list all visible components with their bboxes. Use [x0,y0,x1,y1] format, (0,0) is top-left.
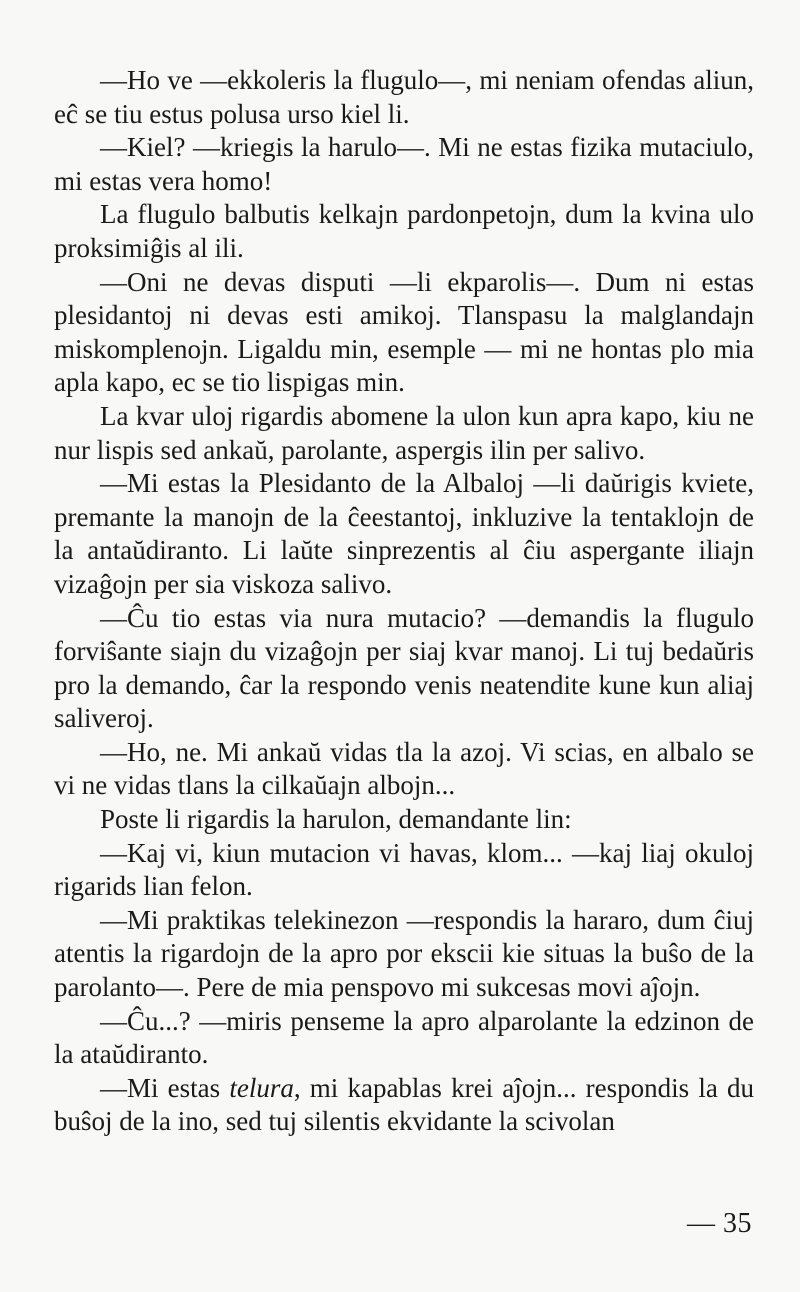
paragraph: —Kiel? —kriegis la harulo—. Mi ne estas fizika mutaciulo, mi estas vera homo! [54,132,754,196]
paragraph: —Ĉu tio estas via nura mutacio? —demandis la flugulo forviŝante siajn du vizaĝojn per siaj kvar manoj. Li tuj bedaŭris pro la demando, ĉar la respondo venis neatendite kune kun aliaj saliveroj. [54,602,754,734]
paragraph: —Ho, ne. Mi ankaŭ vidas tla la azoj. Vi scias, en albalo se vi ne vidas tlans la cilkaŭajn albojn... [54,736,754,801]
paragraph: —Ho ve —ekkoleris la flugulo—, mi neniam ofendas aliun, eĉ se tiu estus polusa urso kiel li. [54,65,754,129]
paragraph: —Oni ne devas disputi —li ekparolis—. Dum ni estas plesidantoj ni devas esti amikoj. Tlanspasu la malglandajn miskomplenojn. Ligaldu min, esemple — mi ne hontas plo mia apla kapo, ec se tio lispigas min. [54,266,754,398]
paragraph: —Ĉu...? —miris penseme la apro alparolante la edzinon de la ataŭdiranto. [54,1005,754,1070]
paragraph: —Kaj vi, kiun mutacion vi havas, klom... —kaj liaj okuloj rigarids lian felon. [54,837,754,902]
paragraph: —Mi estas la Plesidanto de la Albaloj —li daŭrigis kviete, premante la manojn de la ĉeestantoj, inkluzive la tentaklojn de la antaŭdiranto. Li laŭte sinprezentis al ĉiu aspergante iliajn vizaĝojn per sia viskoza salivo. [54,468,754,599]
paragraph: La kvar uloj rigardis abomene la ulon kun apra kapo, kiu ne nur lispis sed ankaŭ, parolante, aspergis ilin per salivo. [54,400,754,465]
emphasis: telura [229,1072,294,1103]
paragraph: La flugulo balbutis kelkajn pardonpetojn, dum la kvina ulo proksimiĝis al ili. [54,199,754,263]
paragraph: Poste li rigardis la harulon, demandante lin: [100,804,572,835]
paragraph: —Mi estas telura, mi kapablas krei aĵojn... respondis la du buŝoj de la ino, sed tuj silentis ekvidante la scivolan [54,1072,755,1137]
paragraph: —Mi praktikas telekinezon —respondis la hararo, dum ĉiuj atentis la rigardojn de la apro por ekscii kie situas la buŝo de la parolanto—. Pere de mia penspovo mi sukcesas movi aĵojn. [54,904,754,1003]
page-body [54,64,754,1139]
page-number: — 35 [687,1208,752,1239]
